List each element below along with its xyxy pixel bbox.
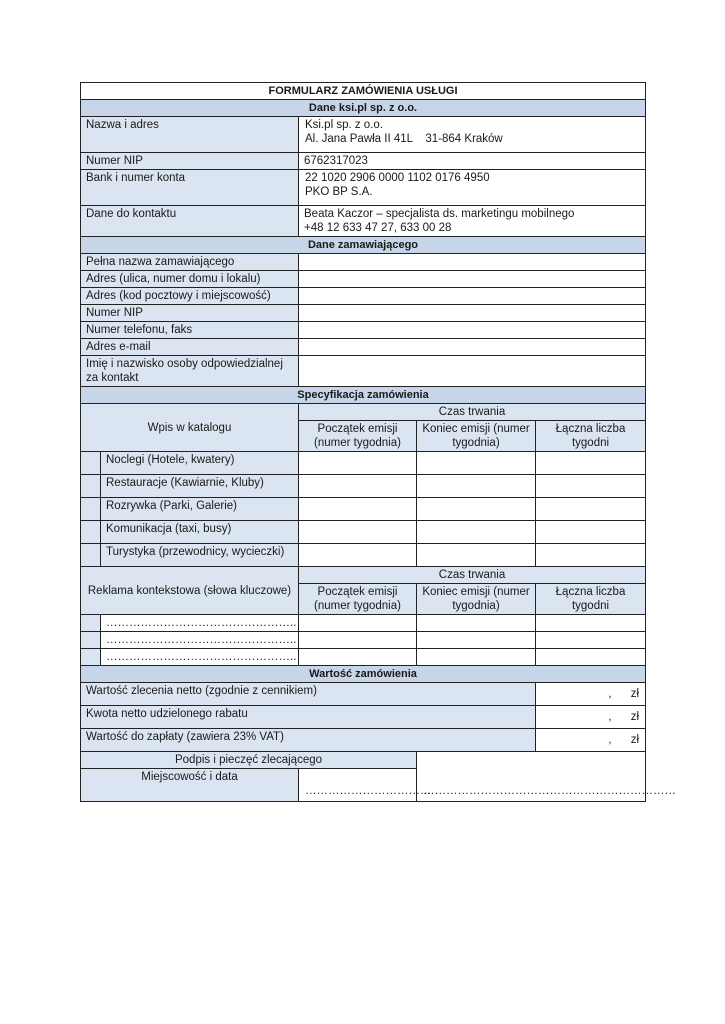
client-field-label: Imię i nazwisko osoby odpowiedzialnej za kontakt (81, 356, 299, 387)
order-form-table (80, 82, 676, 802)
company-name-value (299, 117, 646, 153)
col-end-header: Koniec emisji (numer tygodnia) (417, 584, 536, 615)
client-street-input[interactable] (299, 271, 646, 288)
keyword-input[interactable]: ………………………………………….. (101, 649, 299, 666)
catalog-label: Wpis w katalogu (81, 404, 299, 452)
company-name: Ksi.pl sp. z o.o. (305, 119, 383, 131)
section-header-spec: Specyfikacja zamówienia (81, 387, 646, 404)
start-week-input[interactable] (299, 615, 417, 632)
company-nip-label: Numer NIP (81, 153, 299, 170)
catalog-checkbox[interactable] (81, 521, 101, 544)
client-field-label: Adres (kod pocztowy i miejscowość) (81, 288, 299, 305)
col-total-header: Łączna liczba tygodni (536, 421, 646, 452)
discount-input[interactable]: , zł (536, 706, 646, 729)
client-field-label: Adres e-mail (81, 339, 299, 356)
form-title: FORMULARZ ZAMÓWIENIA USŁUGI (81, 83, 646, 100)
place-date-input[interactable]: …………………………… (299, 769, 417, 802)
bank-label: Bank i numer konta (81, 170, 299, 206)
end-week-input[interactable] (417, 498, 536, 521)
client-postal-input[interactable] (299, 288, 646, 305)
end-week-input[interactable] (417, 452, 536, 475)
total-weeks-input[interactable] (536, 475, 646, 498)
keyword-checkbox[interactable] (81, 615, 101, 632)
company-address: Al. Jana Pawła II 41L 31-864 Kraków (305, 133, 503, 145)
section-header-company: Dane ksi.pl sp. z o.o. (81, 100, 646, 117)
client-field-label: Adres (ulica, numer domu i lokalu) (81, 271, 299, 288)
col-end-header: Koniec emisji (numer tygodnia) (417, 421, 536, 452)
net-value-input[interactable]: , zł (536, 683, 646, 706)
catalog-checkbox[interactable] (81, 544, 101, 567)
end-week-input[interactable] (417, 649, 536, 666)
col-total-header: Łączna liczba tygodni (536, 584, 646, 615)
place-date-label: Miejscowość i data (81, 769, 299, 802)
total-weeks-input[interactable] (536, 452, 646, 475)
start-week-input[interactable] (299, 475, 417, 498)
start-week-input[interactable] (299, 498, 417, 521)
contact-value (299, 206, 646, 237)
keyword-checkbox[interactable] (81, 632, 101, 649)
start-week-input[interactable] (299, 521, 417, 544)
end-week-input[interactable] (417, 615, 536, 632)
bank-account-number: 22 1020 2906 0000 1102 0176 4950 (305, 172, 490, 184)
catalog-item: Rozrywka (Parki, Galerie) (101, 498, 299, 521)
col-start-header: Początek emisji (numer tygodnia) (299, 584, 417, 615)
start-week-input[interactable] (299, 452, 417, 475)
duration-label: Czas trwania (299, 567, 646, 584)
keyword-checkbox[interactable] (81, 649, 101, 666)
company-nip-value: 6762317023 (299, 153, 646, 170)
total-weeks-input[interactable] (536, 521, 646, 544)
bank-name: PKO BP S.A. (305, 186, 373, 198)
contact-person: Beata Kaczor – specjalista ds. marketingu mobilnego (304, 208, 575, 220)
company-name-label: Nazwa i adres (81, 117, 299, 153)
start-week-input[interactable] (299, 632, 417, 649)
catalog-item: Noclegi (Hotele, kwatery) (101, 452, 299, 475)
total-weeks-input[interactable] (536, 544, 646, 567)
contact-phone: +48 12 633 47 27, 633 00 28 (304, 222, 452, 234)
client-email-input[interactable] (299, 339, 646, 356)
keyword-input[interactable]: ………………………………………….. (101, 615, 299, 632)
start-week-input[interactable] (299, 649, 417, 666)
keyword-input[interactable]: ………………………………………….. (101, 632, 299, 649)
catalog-item: Turystyka (przewodnicy, wycieczki) (101, 544, 299, 567)
client-contact-person-input[interactable] (299, 356, 646, 387)
context-ad-label: Reklama kontekstowa (słowa kluczowe) (81, 567, 299, 615)
start-week-input[interactable] (299, 544, 417, 567)
total-weeks-input[interactable] (536, 632, 646, 649)
section-header-client: Dane zamawiającego (81, 237, 646, 254)
net-value-label: Wartość zlecenia netto (zgodnie z cennikiem) (81, 683, 536, 706)
total-due-input[interactable]: , zł (536, 729, 646, 752)
catalog-item: Restauracje (Kawiarnie, Kluby) (101, 475, 299, 498)
signature-field[interactable]: ………………………………………………………… (417, 752, 646, 802)
discount-label: Kwota netto udzielonego rabatu (81, 706, 536, 729)
duration-label: Czas trwania (299, 404, 646, 421)
catalog-item: Komunikacja (taxi, busy) (101, 521, 299, 544)
client-field-label: Numer telefonu, faks (81, 322, 299, 339)
client-field-label: Numer NIP (81, 305, 299, 322)
contact-label: Dane do kontaktu (81, 206, 299, 237)
total-weeks-input[interactable] (536, 615, 646, 632)
client-phone-input[interactable] (299, 322, 646, 339)
total-weeks-input[interactable] (536, 498, 646, 521)
total-weeks-input[interactable] (536, 649, 646, 666)
catalog-checkbox[interactable] (81, 475, 101, 498)
end-week-input[interactable] (417, 475, 536, 498)
bank-value (299, 170, 646, 206)
col-start-header: Początek emisji (numer tygodnia) (299, 421, 417, 452)
end-week-input[interactable] (417, 632, 536, 649)
signature-label: Podpis i pieczęć zlecającego (81, 752, 417, 769)
client-full-name-input[interactable] (299, 254, 646, 271)
catalog-checkbox[interactable] (81, 452, 101, 475)
total-due-label: Wartość do zapłaty (zawiera 23% VAT) (81, 729, 536, 752)
client-nip-input[interactable] (299, 305, 646, 322)
end-week-input[interactable] (417, 521, 536, 544)
catalog-checkbox[interactable] (81, 498, 101, 521)
end-week-input[interactable] (417, 544, 536, 567)
client-field-label: Pełna nazwa zamawiającego (81, 254, 299, 271)
section-header-value: Wartość zamówienia (81, 666, 646, 683)
